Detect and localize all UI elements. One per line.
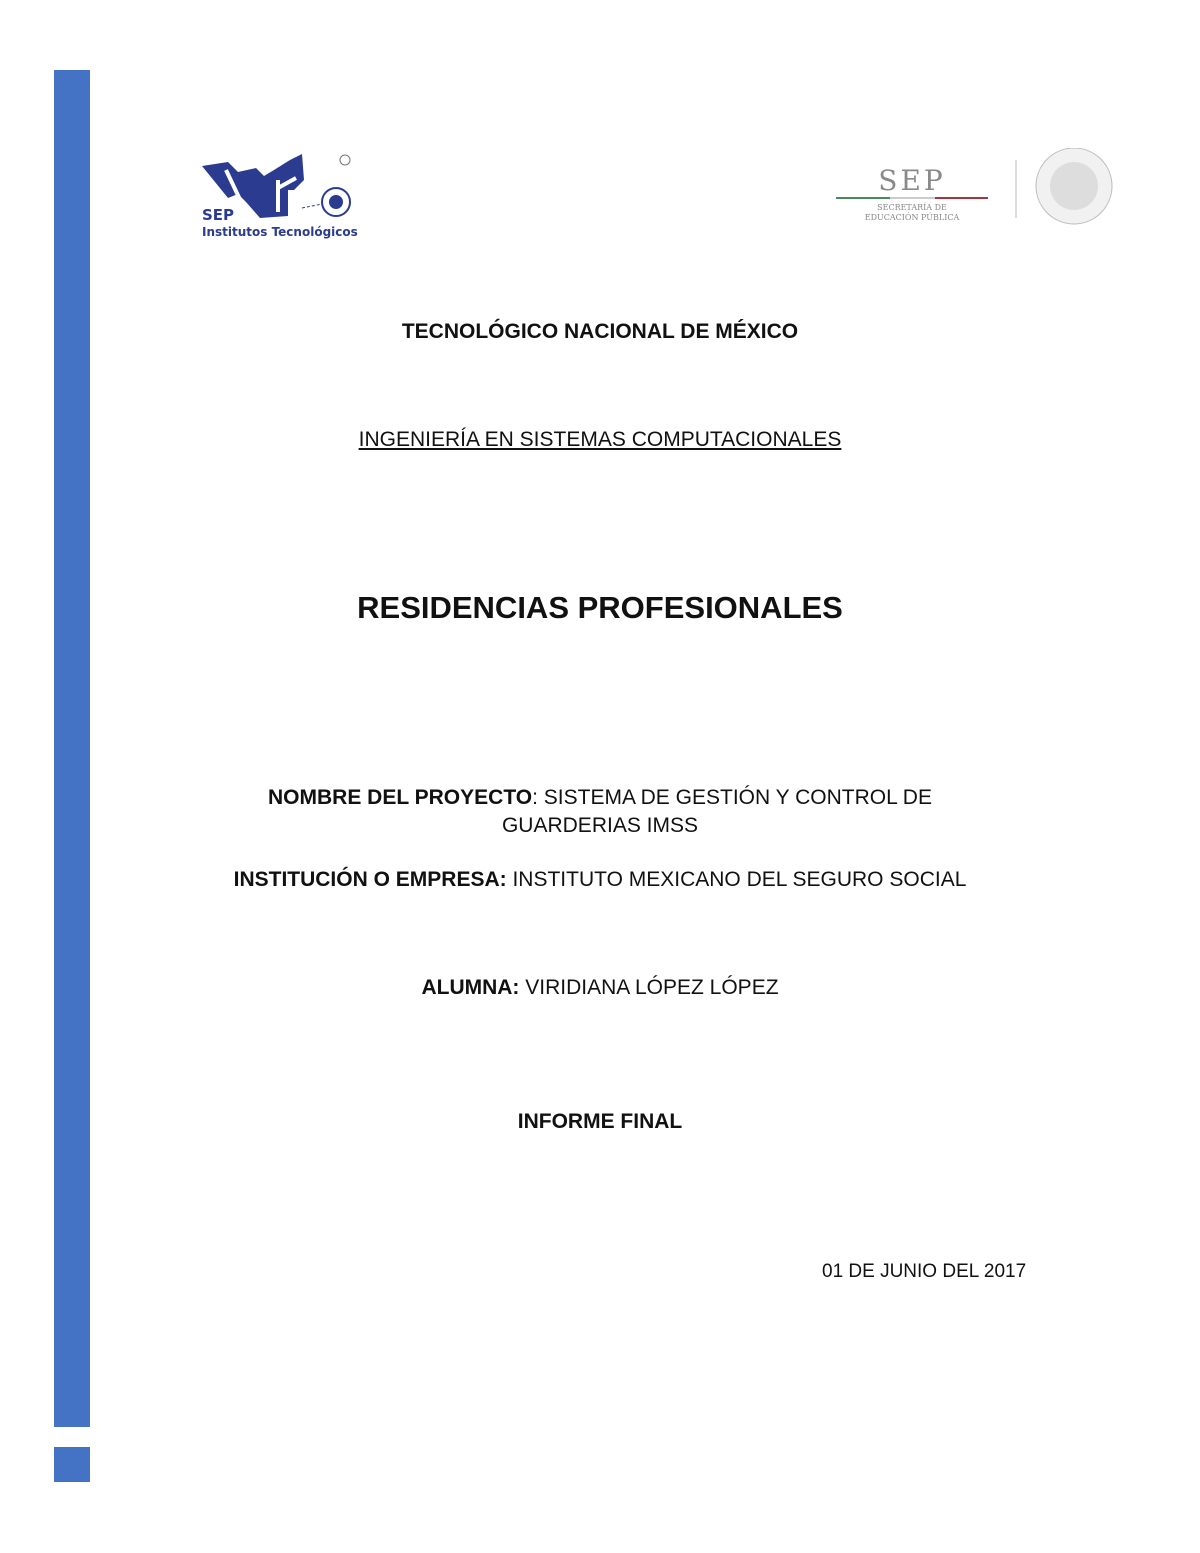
student-line bbox=[0, 976, 1200, 1000]
date: 01 DE JUNIO DEL 2017 bbox=[822, 1261, 1027, 1282]
student-label: ALUMNA: bbox=[421, 976, 520, 999]
document-title: RESIDENCIAS PROFESIONALES bbox=[357, 590, 843, 625]
sep-logo bbox=[830, 148, 1120, 228]
company-value: INSTITUTO MEXICANO DEL SEGURO SOCIAL bbox=[512, 868, 967, 891]
student-value: VIRIDIANA LÓPEZ LÓPEZ bbox=[525, 976, 779, 999]
project-label: NOMBRE DEL PROYECTO bbox=[268, 786, 533, 809]
report-heading: INFORME FINAL bbox=[517, 1110, 683, 1133]
project-separator: : bbox=[532, 786, 544, 809]
svg-text:SECRETARÍA DE: SECRETARÍA DE bbox=[877, 203, 947, 212]
company-line bbox=[0, 868, 1200, 892]
project-line bbox=[0, 786, 1200, 810]
institution-heading: TECNOLÓGICO NACIONAL DE MÉXICO bbox=[401, 320, 799, 343]
decorative-side-square bbox=[54, 1447, 90, 1482]
tecnologicos-logo bbox=[198, 150, 358, 242]
career-heading: INGENIERÍA EN SISTEMAS COMPUTACIONALES bbox=[358, 428, 842, 451]
logo-institutos-text: Institutos Tecnológicos bbox=[202, 225, 358, 239]
logo-sep-text: SEP bbox=[202, 206, 235, 224]
svg-text:SEP: SEP bbox=[878, 164, 946, 197]
company-label: INSTITUCIÓN O EMPRESA: bbox=[233, 868, 507, 891]
project-value: SISTEMA DE GESTIÓN Y CONTROL DE bbox=[543, 786, 932, 809]
svg-text:EDUCACIÓN PÚBLICA: EDUCACIÓN PÚBLICA bbox=[864, 213, 960, 222]
decorative-side-bar bbox=[54, 70, 90, 1427]
project-line-2: GUARDERIAS IMSS bbox=[501, 814, 699, 837]
